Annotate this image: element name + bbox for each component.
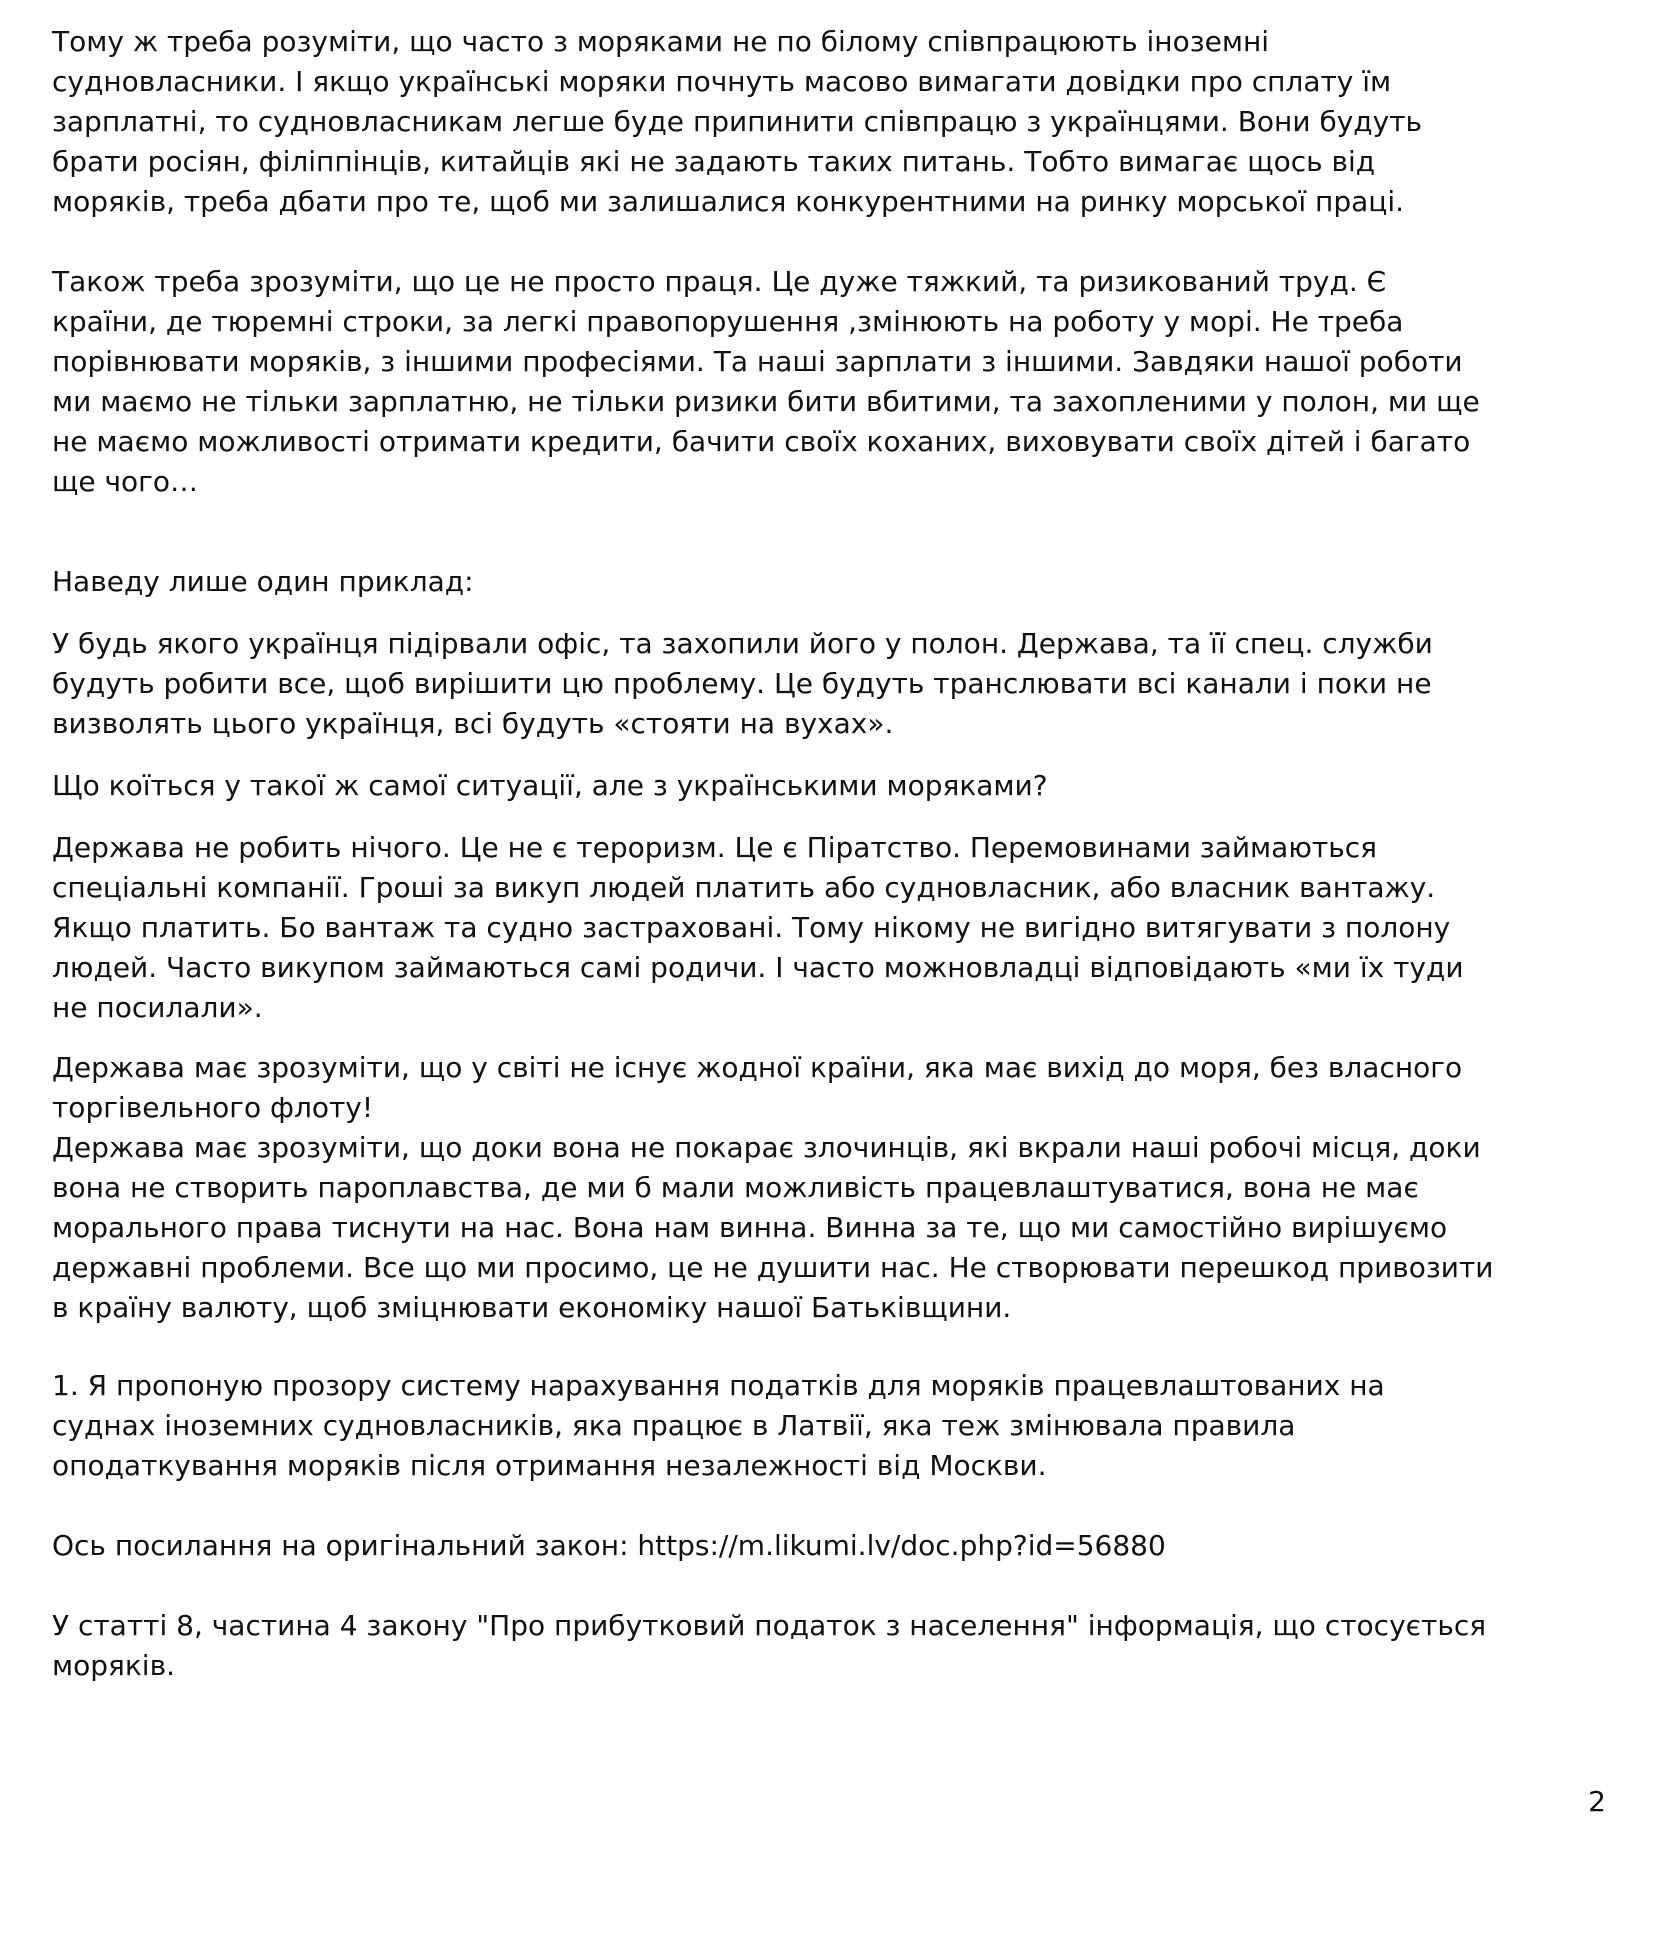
paragraph-law-link: Ось посилання на оригінальний закон: https://m.likumi.lv/doc.php?id=56880 — [52, 1529, 1166, 1562]
paragraph-example-intro: Наведу лише один приклад: — [52, 565, 474, 598]
paragraph-state-obligations: Держава має зрозуміти, що у світі не існує жодної країни, яка має вихід до моря, без власного торгівельного флоту! Держава має зрозуміти, що доки вона не покарає злочинців, які вкрали наші робочі місця, доки вона не створить пароплавства, де ми б мали можливість працевлаштуватися, вона не має морального права тиснути на нас. Вона нам винна. Винна за те, що ми самостійно вирішуємо державні проблеми. Все що ми просимо, це не душити нас. Не створювати перешкод привозити в країну валюту, щоб зміцнювати економіку нашої Батьківщини. — [52, 1051, 1494, 1324]
page-number: 2 — [1588, 1785, 1606, 1818]
paragraph-risky-labour: Також треба зрозуміти, що це не просто праця. Це дуже тяжкий, та ризикований труд. Є країни, де тюремні строки, за легкі правопорушення ,змінюють на роботу у морі. Не треба порівнювати моряків, з іншими професіями. Та наші зарплати з іншими. Завдяки нашої роботи ми маємо не тільки зарплатню, не тільки ризики бити вбитими, та захопленими у полон, ми ще не маємо можливості отримати кредити, бачити своїх коханих, виховувати своїх дітей і багато ще чого… — [52, 265, 1480, 498]
paragraph-proposal-latvia: 1. Я пропоную прозору систему нарахування податків для моряків працевлаштованих на суднах іноземних судновласників, яка працює в Латвії, яка теж змінювала правила оподаткування моряків після отримання незалежності від Москви. — [52, 1369, 1385, 1482]
paragraph-example-office: У будь якого українця підірвали офіс, та захопили його у полон. Держава, та її спец. служби будуть робити все, щоб вирішити цю проблему. Це будуть транслювати всі канали і поки не визволять цього українця, всі будуть «стояти на вухах». — [52, 627, 1433, 740]
paragraph-piracy: Держава не робить нічого. Це не є тероризм. Це є Піратство. Перемовинами займаються спеціальні компанії. Гроші за викуп людей платить або судновласник, або власник вантажу. Якщо платить. Бо вантаж та судно застраховані. Тому нікому не вигідно витягувати з полону людей. Часто викупом займаються самі родичи. І часто можновладці відповідають «ми їх туди не посилали». — [52, 831, 1464, 1024]
paragraph-article-8: У статті 8, частина 4 закону "Про прибутковий податок з населення" інформація, що стосується моряків. — [52, 1609, 1487, 1682]
paragraph-foreign-shipowners: Тому ж треба розуміти, що часто з моряками не по білому співпрацюють іноземні судновласники. І якщо українські моряки почнуть масово вимагати довідки про сплату їм зарплатні, то судновласникам легше буде припинити співпрацю з українцями. Вони будуть брати росіян, філіппінців, китайців які не задають таких питань. Тобто вимагає щось від моряків, треба дбати про те, щоб ми залишалися конкурентними на ринку морської праці. — [52, 25, 1423, 218]
paragraph-question: Що коїться у такої ж самої ситуації, але з українськими моряками? — [52, 769, 1048, 802]
